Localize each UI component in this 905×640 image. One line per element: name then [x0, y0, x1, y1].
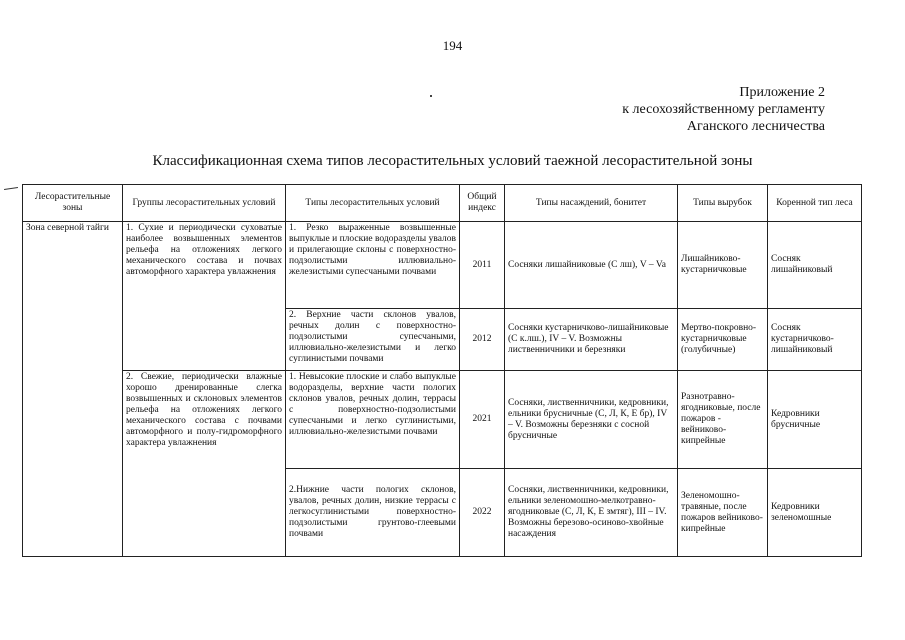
- table-row: [23, 222, 862, 309]
- type-cell: 2. Верхние части склонов увалов, речных долин с поверхностно-подзолистыми супесчаными, иллювиально-железистыми и легко суглинистыми почвами: [286, 309, 460, 371]
- group-cell: 1. Сухие и периодически суховатые наиболее возвышенных элементов рельефа на отложениях легкого механического состава и почвах автоморфного характера увлажнения: [123, 222, 286, 371]
- margin-mark: [4, 187, 18, 190]
- cuts-cell: Лишайниково-кустарничковые: [678, 222, 768, 309]
- native-cell: Кедровники брусничные: [768, 371, 862, 469]
- zone-cell: Зона северной тайги: [23, 222, 123, 557]
- group-cell: 2. Свежие, периодически влажные хорошо дренированные слегка возвышенных и склоновых элементов рельефа на отложениях легкого механического состава с почвами автоморфного и полу-гидроморфного характера увлажнения: [123, 371, 286, 557]
- native-cell: Сосняк кустарничково-лишайниковый: [768, 309, 862, 371]
- header-groups: Группы лесорастительных условий: [123, 185, 286, 222]
- header-types: Типы лесорастительных условий: [286, 185, 460, 222]
- header-zone: Лесорастительные зоны: [23, 185, 123, 222]
- appendix-line-1: Приложение 2: [739, 85, 825, 100]
- stands-cell: Сосняки кустарничково-лишайниковые (С к.лш.), IV – V. Возможны лиственничники и березняки: [505, 309, 678, 371]
- appendix-line-2: к лесохозяйственному регламенту: [622, 102, 825, 117]
- type-cell: 2.Нижние части пологих склонов, увалов, речных долин, низкие террасы с легкосуглинистыми поверхностно-подзолистыми грунтово-глеевыми почвами: [286, 469, 460, 557]
- cuts-cell: Зеленомошно-травяные, после пожаров вейниково-кипрейные: [678, 469, 768, 557]
- native-cell: Сосняк лишайниковый: [768, 222, 862, 309]
- type-cell: 1. Невысокие плоские и слабо выпуклые водоразделы, верхние части пологих склонов увалов, речных долин, террасы с поверхностно-подзолистыми супесчаными и легко суглинистыми, иллювиально-железистыми почвами: [286, 371, 460, 469]
- index-cell: 2021: [460, 371, 505, 469]
- header-cuts: Типы вырубок: [678, 185, 768, 222]
- stands-cell: Сосняки лишайниковые (С лш), V – Va: [505, 222, 678, 309]
- cuts-cell: Разнотравно-ягодниковые, после пожаров - вейниково-кипрейные: [678, 371, 768, 469]
- appendix-line-3: Аганского лесничества: [686, 119, 825, 134]
- header-stands: Типы насаждений, бонитет: [505, 185, 678, 222]
- table-row: [23, 371, 862, 469]
- type-cell: 1. Резко выраженные возвышенные выпуклые и плоские водоразделы увалов и прилегающие склоны с поверхностно-подзолистыми иллювиально-железистыми супесчаными почвами: [286, 222, 460, 309]
- stands-cell: Сосняки, лиственничники, кедровники, ельники брусничные (С, Л, К, Е бр), IV – V. Возможны березняки с сосной брусничные: [505, 371, 678, 469]
- native-cell: Кедровники зеленомошные: [768, 469, 862, 557]
- cuts-cell: Мертво-покровно-кустарничковые (голубичные): [678, 309, 768, 371]
- document-title: Классификационная схема типов лесорастительных условий таежной лесорастительной зоны: [152, 153, 753, 169]
- classification-table: [22, 184, 862, 557]
- header-native: Коренной тип леса: [768, 185, 862, 222]
- scan-speck: [430, 95, 432, 97]
- stands-cell: Сосняки, лиственничники, кедровники, ельники зеленомошно-мелкотравно-ягодниковые (С, Л, К, Е змтяг), III – IV. Возможны березово-осиново-хвойные насаждения: [505, 469, 678, 557]
- index-cell: 2012: [460, 309, 505, 371]
- appendix-heading: [622, 84, 825, 135]
- page-number: 194: [442, 38, 463, 53]
- header-row: [23, 185, 862, 222]
- header-index: Общий индекс: [460, 185, 505, 222]
- index-cell: 2011: [460, 222, 505, 309]
- index-cell: 2022: [460, 469, 505, 557]
